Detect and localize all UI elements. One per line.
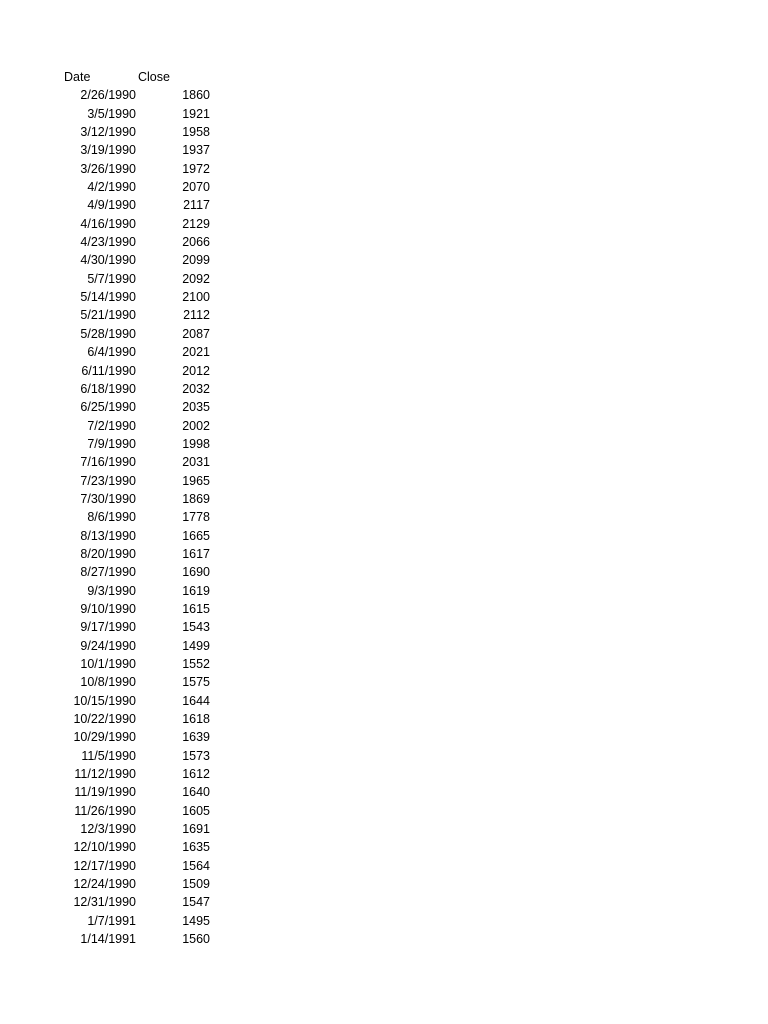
close-cell[interactable]: 1564 (182, 858, 210, 873)
date-cell[interactable]: 6/4/1990 (87, 345, 136, 360)
table-row (60, 912, 220, 930)
date-cell[interactable]: 12/17/1990 (73, 858, 136, 873)
table-row (60, 747, 220, 765)
table-row (60, 783, 220, 801)
spreadsheet-table (60, 68, 220, 949)
close-cell[interactable]: 2002 (182, 418, 210, 433)
date-cell[interactable]: 3/12/1990 (80, 125, 136, 140)
table-row (60, 673, 220, 691)
table-row (60, 306, 220, 324)
close-cell[interactable]: 1573 (182, 748, 210, 763)
table-row (60, 398, 220, 416)
table-row (60, 86, 220, 104)
date-cell[interactable]: 10/15/1990 (73, 693, 136, 708)
date-cell[interactable]: 6/18/1990 (80, 381, 136, 396)
table-row (60, 123, 220, 141)
table-row (60, 802, 220, 820)
close-cell[interactable]: 2032 (182, 381, 210, 396)
table-row (60, 417, 220, 435)
close-cell[interactable]: 2117 (183, 198, 210, 213)
date-cell[interactable]: 5/14/1990 (80, 290, 136, 305)
close-cell[interactable]: 1691 (182, 822, 210, 837)
table-row (60, 930, 220, 948)
date-cell[interactable]: 11/26/1990 (74, 803, 136, 818)
table-row (60, 820, 220, 838)
date-cell[interactable]: 4/30/1990 (80, 253, 136, 268)
date-cell[interactable]: 3/26/1990 (80, 161, 136, 176)
date-cell[interactable]: 6/25/1990 (80, 400, 136, 415)
close-cell[interactable]: 1547 (182, 895, 210, 910)
table-row (60, 233, 220, 251)
date-cell[interactable]: 12/3/1990 (80, 822, 136, 837)
close-cell[interactable]: 1665 (182, 528, 210, 543)
close-cell[interactable]: 1495 (182, 913, 210, 928)
table-row (60, 141, 220, 159)
table-row (60, 251, 220, 269)
date-cell[interactable]: 7/23/1990 (80, 473, 136, 488)
close-cell[interactable]: 1965 (182, 473, 210, 488)
close-cell[interactable]: 1615 (182, 601, 210, 616)
close-cell[interactable]: 2035 (182, 400, 210, 415)
close-cell[interactable]: 1998 (182, 436, 210, 451)
close-cell[interactable]: 1860 (182, 88, 210, 103)
close-cell[interactable]: 1958 (182, 125, 210, 140)
close-cell[interactable]: 1778 (182, 510, 210, 525)
table-row (60, 893, 220, 911)
date-cell[interactable]: 10/1/1990 (80, 657, 136, 671)
table-row (60, 637, 220, 655)
close-cell[interactable]: 1635 (182, 840, 210, 855)
date-cell[interactable]: 12/24/1990 (73, 877, 136, 892)
date-cell[interactable]: 3/5/1990 (87, 106, 136, 121)
date-cell[interactable]: 8/20/1990 (80, 546, 136, 561)
date-cell[interactable]: 11/19/1990 (74, 785, 136, 800)
date-cell[interactable]: 4/2/1990 (87, 180, 136, 195)
table-row (60, 692, 220, 710)
date-cell[interactable]: 12/31/1990 (73, 895, 136, 910)
table-row (60, 270, 220, 288)
date-cell[interactable]: 1/7/1991 (87, 913, 136, 928)
close-cell[interactable]: 2099 (182, 253, 210, 268)
close-cell[interactable]: 1937 (182, 143, 210, 158)
close-cell[interactable]: 1921 (182, 106, 210, 121)
close-cell[interactable]: 1575 (182, 675, 210, 690)
date-cell[interactable]: 7/2/1990 (87, 418, 136, 433)
date-cell[interactable]: 4/16/1990 (80, 216, 136, 231)
close-cell[interactable]: 1619 (182, 583, 210, 598)
close-cell[interactable]: 2100 (182, 290, 210, 305)
column-header-close[interactable]: Close (138, 70, 170, 84)
table-row (60, 582, 220, 600)
table-row (60, 178, 220, 196)
table-row (60, 453, 220, 471)
table-row (60, 105, 220, 123)
table-row (60, 838, 220, 856)
table-row (60, 362, 220, 380)
table-row (60, 288, 220, 306)
date-cell[interactable]: 8/13/1990 (80, 528, 136, 543)
close-cell[interactable]: 1869 (182, 491, 210, 506)
close-cell[interactable]: 1560 (182, 932, 210, 947)
date-cell[interactable]: 9/24/1990 (80, 638, 136, 653)
table-row (60, 160, 220, 178)
table-row (60, 728, 220, 746)
date-cell[interactable]: 10/22/1990 (73, 712, 136, 727)
date-cell[interactable]: 9/3/1990 (87, 583, 136, 598)
close-cell[interactable]: 1690 (182, 565, 210, 580)
date-cell[interactable]: 8/27/1990 (80, 565, 136, 580)
close-cell[interactable]: 2092 (182, 271, 210, 286)
table-row (60, 490, 220, 508)
table-row (60, 655, 220, 673)
close-cell[interactable]: 1617 (182, 546, 210, 561)
table-row (60, 215, 220, 233)
table-row (60, 196, 220, 214)
table-row (60, 380, 220, 398)
date-cell[interactable]: 4/9/1990 (87, 198, 136, 213)
date-cell[interactable]: 10/29/1990 (73, 730, 136, 745)
date-cell[interactable]: 8/6/1990 (87, 510, 136, 525)
close-cell[interactable]: 2021 (182, 345, 210, 360)
date-cell[interactable]: 6/11/1990 (81, 363, 136, 378)
table-row (60, 875, 220, 893)
close-cell[interactable]: 1605 (182, 803, 210, 818)
close-cell[interactable]: 1972 (182, 161, 210, 176)
close-cell[interactable]: 2031 (182, 455, 210, 470)
close-cell[interactable]: 2070 (182, 180, 210, 195)
close-cell[interactable]: 1499 (182, 638, 210, 653)
table-row (60, 765, 220, 783)
column-header-date[interactable]: Date (64, 70, 91, 84)
date-cell[interactable]: 7/30/1990 (80, 491, 136, 506)
table-row (60, 325, 220, 343)
date-cell[interactable]: 7/16/1990 (80, 455, 136, 470)
table-body (60, 86, 220, 948)
table-row (60, 508, 220, 526)
date-cell[interactable]: 12/10/1990 (73, 840, 136, 855)
date-cell[interactable]: 11/5/1990 (81, 748, 136, 763)
table-row (60, 710, 220, 728)
date-cell[interactable]: 5/28/1990 (80, 326, 136, 341)
close-cell[interactable]: 2129 (182, 216, 210, 231)
table-row (60, 472, 220, 490)
close-cell[interactable]: 1640 (182, 785, 210, 800)
table-row (60, 857, 220, 875)
close-cell[interactable]: 1639 (182, 730, 210, 745)
date-cell[interactable]: 9/10/1990 (80, 601, 136, 616)
close-cell[interactable]: 1618 (182, 712, 210, 727)
close-cell[interactable]: 2112 (183, 308, 210, 323)
table-row (60, 527, 220, 545)
close-cell[interactable]: 2066 (182, 235, 210, 250)
date-cell[interactable]: 11/12/1990 (74, 767, 136, 782)
table-row (60, 563, 220, 581)
date-cell[interactable]: 5/21/1990 (80, 308, 136, 323)
close-cell[interactable]: 1509 (182, 877, 210, 892)
close-cell[interactable]: 2087 (182, 326, 210, 341)
date-cell[interactable]: 9/17/1990 (80, 620, 136, 635)
header-row (60, 68, 220, 86)
close-cell[interactable]: 2012 (182, 363, 210, 378)
date-cell[interactable]: 7/9/1990 (87, 436, 136, 451)
close-cell[interactable]: 1552 (182, 657, 210, 671)
table-row (60, 600, 220, 618)
date-cell[interactable]: 2/26/1990 (80, 88, 136, 103)
table-row (60, 343, 220, 361)
close-cell[interactable]: 1543 (182, 620, 210, 635)
date-cell[interactable]: 4/23/1990 (80, 235, 136, 250)
close-cell[interactable]: 1644 (182, 693, 210, 708)
close-cell[interactable]: 1612 (182, 767, 210, 782)
date-cell[interactable]: 1/14/1991 (80, 932, 136, 947)
date-cell[interactable]: 10/8/1990 (80, 675, 136, 690)
date-cell[interactable]: 3/19/1990 (80, 143, 136, 158)
table-row (60, 618, 220, 636)
date-cell[interactable]: 5/7/1990 (87, 271, 136, 286)
table-row (60, 435, 220, 453)
table-row (60, 545, 220, 563)
